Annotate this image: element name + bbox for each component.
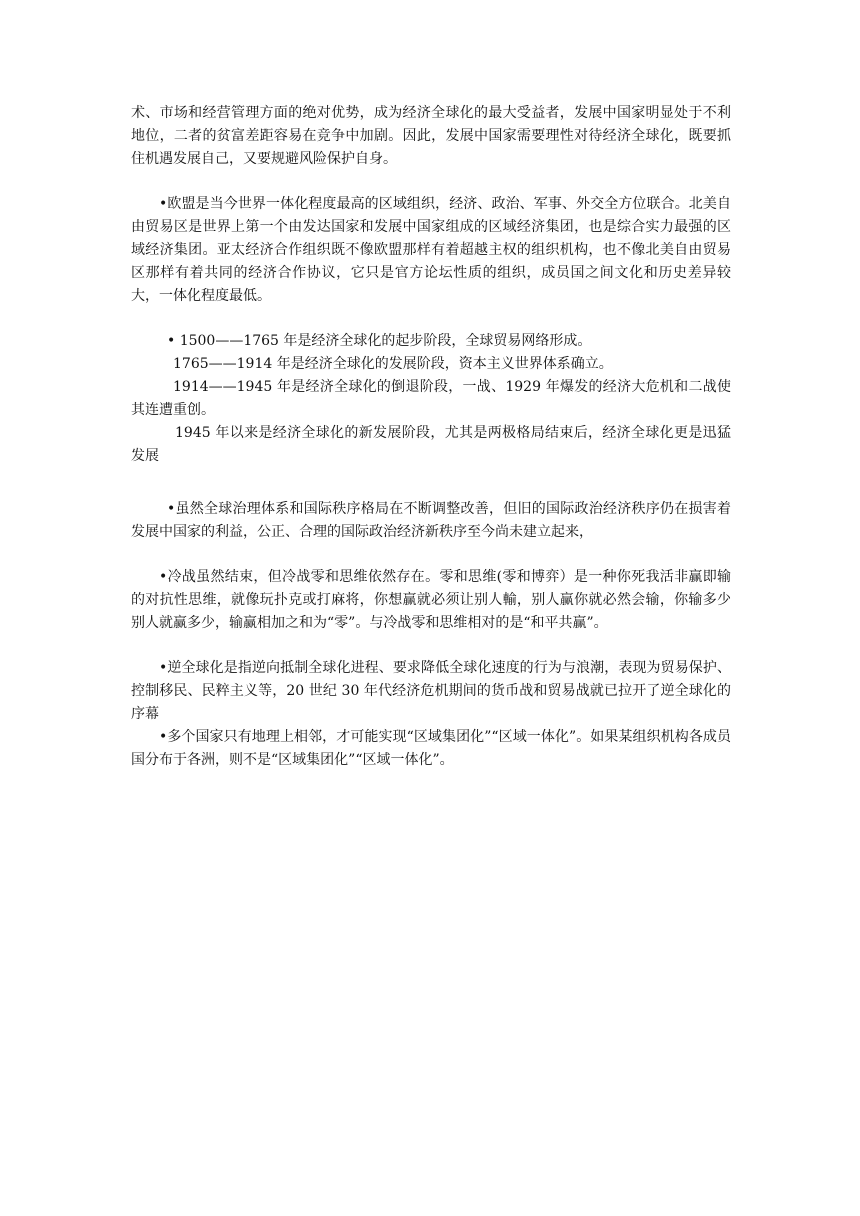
paragraph-spacer xyxy=(131,468,731,498)
paragraph-spacer xyxy=(131,635,731,657)
paragraph-stage-1914-1945: 1914——1945 年是经济全球化的倒退阶段，一战、1929 年爆发的经济大危机和二战使其连遭重创。 xyxy=(131,379,731,418)
paragraph-zero-sum-thinking: •冷战虽然结束，但冷战零和思维依然存在。零和思维(零和博弈）是一种你死我活非赢即输的对抗性思维，就像玩扑克或打麻将，你想赢就必须让别人輸，别人赢你就必然会输，你输多少别人就赢多少，输赢相加之和为“零”。与冷战零和思维相对的是“和平共赢”。 xyxy=(131,569,731,631)
paragraph-stage-1945: 1945 年以来是经济全球化的新发展阶段，尤其是两极格局结束后，经济全球化更是迅猛发展 xyxy=(131,425,731,464)
paragraph-spacer xyxy=(131,308,731,330)
paragraph-regional-integration: •多个国家只有地理上相邻，才可能实现“区域集团化”“区域一体化”。如果某组织机构各成员国分布于各洲，则不是“区域集团化”“区域一体化”。 xyxy=(131,729,731,768)
paragraph-spacer xyxy=(131,544,731,566)
paragraph-regional-organizations: •欧盟是当今世界一体化程度最高的区域组织，经济、政治、军事、外交全方位联合。北美自由贸易区是世界上第一个由发达国家和发展中国家组成的区域经济集团，也是综合实力最强的区域经济集团。亚太经济合作组织既不像欧盟那样有着超越主权的组织机构，也不像北美自由贸易区那样有着共同的经济合作协议，它只是官方论坛性质的组织，成员国之间文化和历史差异较大，一体化程度最低。 xyxy=(131,196,731,304)
paragraph-anti-globalization: •逆全球化是指逆向抵制全球化进程、要求降低全球化速度的行为与浪潮，表现为贸易保护、控制移民、民粹主义等，20 世纪 30 年代经济危机期间的货币战和贸易战就已拉开了逆全球化的序幕 xyxy=(131,660,731,722)
paragraph-globalization-advantages: 术、市场和经营管理方面的绝对优势，成为经济全球化的最大受益者，发展中国家明显处于不利地位，二者的贫富差距容易在竞争中加剧。因此，发展中国家需要理性对待经济全球化，既要抓住机遇发展自己，又要规避风险保护自身。 xyxy=(131,105,731,167)
paragraph-stage-1765-1914: 1765——1914 年是经济全球化的发展阶段，资本主义世界体系确立。 xyxy=(173,356,613,372)
paragraph-stage-1500-1765: • 1500——1765 年是经济全球化的起步阶段，全球贸易网络形成。 xyxy=(167,333,592,349)
document-body xyxy=(131,102,731,772)
paragraph-spacer xyxy=(131,171,731,193)
paragraph-global-governance: •虽然全球治理体系和国际秩序格局在不断调整改善，但旧的国际政治经济秩序仍在损害着发展中国家的利益，公正、合理的国际政治经济新秩序至今尚未建立起来， xyxy=(131,501,731,540)
